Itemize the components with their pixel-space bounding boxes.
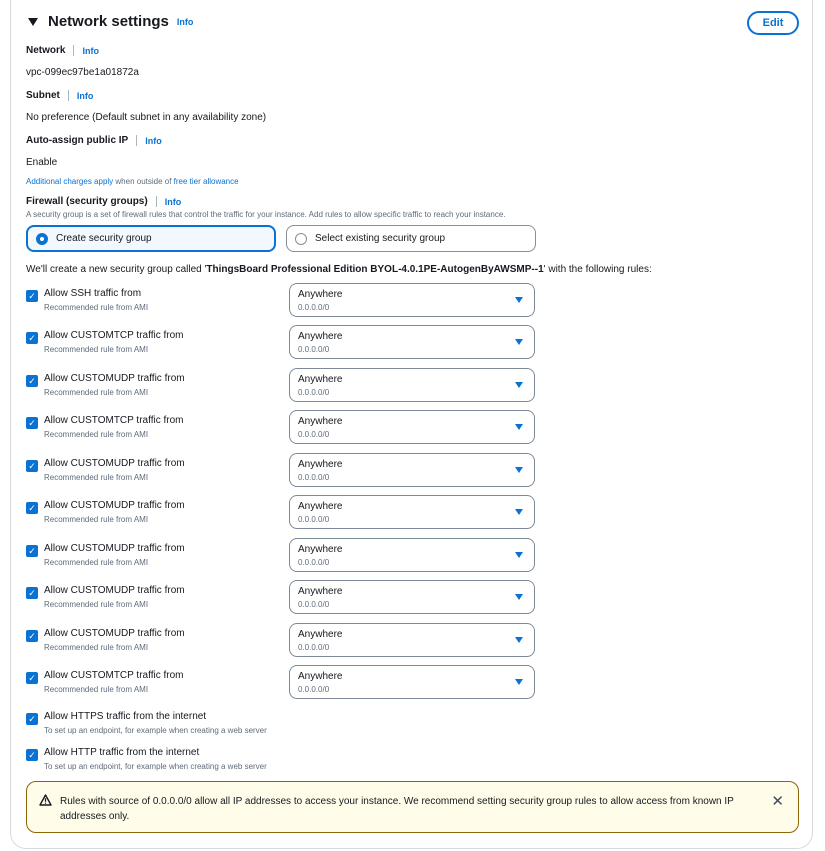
rule-title: Allow CUSTOMUDP traffic from	[44, 500, 185, 511]
rule-subtitle: Recommended rule from AMI	[44, 600, 149, 609]
source-cidr: 0.0.0.0/0	[298, 600, 330, 609]
subnet-label: Subnet	[26, 90, 60, 101]
public-ip-value: Enable	[26, 157, 58, 168]
source-cidr: 0.0.0.0/0	[298, 430, 330, 439]
create-security-group-label: Create security group	[56, 233, 152, 244]
source-select[interactable]	[289, 665, 535, 699]
rule-title: Allow CUSTOMTCP traffic from	[44, 415, 184, 426]
source-value: Anywhere	[298, 289, 343, 300]
source-value: Anywhere	[298, 671, 343, 682]
subnet-info-link[interactable]: Info	[76, 90, 94, 101]
caret-down-icon	[515, 552, 523, 558]
alert-text: Rules with source of 0.0.0.0/0 allow all IP addresses to access your instance. We recommend setting security group rules to allow access from known IP addresses only.	[60, 796, 734, 822]
firewall-info-link[interactable]: Info	[164, 196, 182, 207]
checkmark-icon[interactable]: ✓	[26, 375, 38, 387]
rule-title: Allow HTTP traffic from the internet	[44, 747, 200, 758]
checkmark-icon[interactable]: ✓	[26, 749, 38, 761]
source-cidr: 0.0.0.0/0	[298, 345, 330, 354]
caret-down-icon	[515, 382, 523, 388]
caret-down-icon	[515, 424, 523, 430]
warning-alert	[26, 781, 799, 833]
network-label: Network	[26, 45, 66, 56]
charges-text: when outside of	[113, 177, 174, 186]
rule-subtitle: Recommended rule from AMI	[44, 388, 149, 397]
source-select[interactable]	[289, 495, 535, 529]
rule-row	[26, 458, 546, 494]
caret-down-icon	[515, 339, 523, 345]
message-suffix: ' with the following rules:	[543, 264, 652, 275]
caret-down-icon	[515, 594, 523, 600]
rule-subtitle: To set up an endpoint, for example when creating a web server	[44, 762, 267, 771]
caret-down-icon	[515, 467, 523, 473]
rule-row	[26, 373, 546, 409]
source-cidr: 0.0.0.0/0	[298, 303, 330, 312]
rule-title: Allow CUSTOMUDP traffic from	[44, 458, 185, 469]
network-label-row	[26, 45, 99, 56]
divider	[136, 135, 137, 146]
rule-title: Allow HTTPS traffic from the internet	[44, 711, 207, 722]
rule-title: Allow CUSTOMUDP traffic from	[44, 373, 185, 384]
caret-down-icon	[515, 679, 523, 685]
header-info-link[interactable]: Info	[176, 16, 194, 27]
source-select[interactable]	[289, 453, 535, 487]
collapse-caret-icon[interactable]	[28, 18, 38, 26]
public-ip-info-link[interactable]: Info	[145, 135, 162, 146]
checkmark-icon[interactable]: ✓	[26, 332, 38, 344]
close-icon[interactable]: ✕	[771, 793, 784, 810]
rule-row	[26, 330, 546, 366]
source-cidr: 0.0.0.0/0	[298, 515, 330, 524]
source-value: Anywhere	[298, 459, 343, 470]
source-select[interactable]	[289, 368, 535, 402]
http-rule-row	[26, 747, 546, 783]
source-select[interactable]	[289, 283, 535, 317]
checkmark-icon[interactable]: ✓	[26, 460, 38, 472]
caret-down-icon	[515, 509, 523, 515]
edit-button[interactable]: Edit	[747, 11, 799, 35]
message-prefix: We'll create a new security group called '	[26, 264, 207, 275]
checkmark-icon[interactable]: ✓	[26, 545, 38, 557]
caret-down-icon	[515, 297, 523, 303]
checkmark-icon[interactable]: ✓	[26, 502, 38, 514]
rule-subtitle: Recommended rule from AMI	[44, 515, 149, 524]
rule-title: Allow CUSTOMTCP traffic from	[44, 330, 184, 341]
firewall-description: A security group is a set of firewall rules that control the traffic for your instance. Add rules to allow specific traffic to reach your instance.	[26, 210, 506, 219]
source-value: Anywhere	[298, 586, 343, 597]
section-title: Network settings	[48, 13, 169, 30]
source-cidr: 0.0.0.0/0	[298, 685, 330, 694]
divider	[73, 45, 74, 56]
rule-subtitle: Recommended rule from AMI	[44, 430, 149, 439]
rule-title: Allow CUSTOMUDP traffic from	[44, 628, 185, 639]
public-ip-label: Auto-assign public IP	[26, 135, 129, 146]
rule-title: Allow CUSTOMUDP traffic from	[44, 585, 185, 596]
rule-title: Allow CUSTOMTCP traffic from	[44, 670, 184, 681]
rule-subtitle: Recommended rule from AMI	[44, 473, 149, 482]
source-cidr: 0.0.0.0/0	[298, 473, 330, 482]
rule-subtitle: Recommended rule from AMI	[44, 345, 149, 354]
charges-note	[26, 177, 239, 186]
network-value: vpc-099ec97be1a01872a	[26, 67, 139, 78]
network-info-link[interactable]: Info	[82, 45, 99, 56]
rule-title: Allow SSH traffic from	[44, 288, 142, 299]
rule-title: Allow CUSTOMUDP traffic from	[44, 543, 185, 554]
rule-subtitle: To set up an endpoint, for example when creating a web server	[44, 726, 267, 735]
firewall-label-row	[26, 196, 181, 207]
source-value: Anywhere	[298, 416, 343, 427]
rule-subtitle: Recommended rule from AMI	[44, 643, 149, 652]
source-cidr: 0.0.0.0/0	[298, 643, 330, 652]
checkmark-icon[interactable]: ✓	[26, 290, 38, 302]
rule-row	[26, 543, 546, 579]
source-value: Anywhere	[298, 629, 343, 640]
source-value: Anywhere	[298, 501, 343, 512]
checkmark-icon[interactable]: ✓	[26, 417, 38, 429]
radio-unselected-icon[interactable]	[295, 233, 307, 245]
checkmark-icon[interactable]: ✓	[26, 587, 38, 599]
source-value: Anywhere	[298, 544, 343, 555]
checkmark-icon[interactable]: ✓	[26, 672, 38, 684]
caret-down-icon	[515, 637, 523, 643]
security-group-name: ThingsBoard Professional Edition BYOL-4.0.1PE-AutogenByAWSMP--1	[206, 264, 544, 275]
public-ip-label-row	[26, 135, 162, 146]
subnet-value: No preference (Default subnet in any availability zone)	[26, 112, 267, 123]
security-group-message	[26, 264, 652, 275]
source-select[interactable]	[289, 410, 535, 444]
rule-row	[26, 670, 546, 706]
source-value: Anywhere	[298, 331, 343, 342]
warning-icon	[39, 794, 52, 806]
rule-subtitle: Recommended rule from AMI	[44, 685, 149, 694]
divider	[156, 196, 157, 207]
divider	[68, 90, 69, 101]
rule-row	[26, 628, 546, 664]
source-select[interactable]	[289, 538, 535, 572]
create-security-group-option[interactable]	[26, 225, 276, 252]
rule-subtitle: Recommended rule from AMI	[44, 558, 149, 567]
rule-row	[26, 288, 546, 324]
source-cidr: 0.0.0.0/0	[298, 388, 330, 397]
section-header[interactable]	[28, 13, 193, 30]
rule-row	[26, 585, 546, 621]
source-cidr: 0.0.0.0/0	[298, 558, 330, 567]
select-existing-label: Select existing security group	[315, 233, 446, 244]
checkmark-icon[interactable]: ✓	[26, 630, 38, 642]
charges-link[interactable]: Additional charges apply	[26, 177, 114, 186]
rule-subtitle: Recommended rule from AMI	[44, 303, 149, 312]
https-rule-row	[26, 711, 546, 747]
rule-row	[26, 500, 546, 536]
radio-selected-icon[interactable]	[36, 233, 48, 245]
select-existing-security-group-option[interactable]	[286, 225, 536, 252]
rule-row	[26, 415, 546, 451]
source-select[interactable]	[289, 623, 535, 657]
subnet-label-row	[26, 90, 93, 101]
firewall-label: Firewall (security groups)	[26, 196, 148, 207]
source-select[interactable]	[289, 580, 535, 614]
source-select[interactable]	[289, 325, 535, 359]
checkmark-icon[interactable]: ✓	[26, 713, 38, 725]
free-tier-link[interactable]: free tier allowance	[173, 177, 239, 186]
source-value: Anywhere	[298, 374, 343, 385]
